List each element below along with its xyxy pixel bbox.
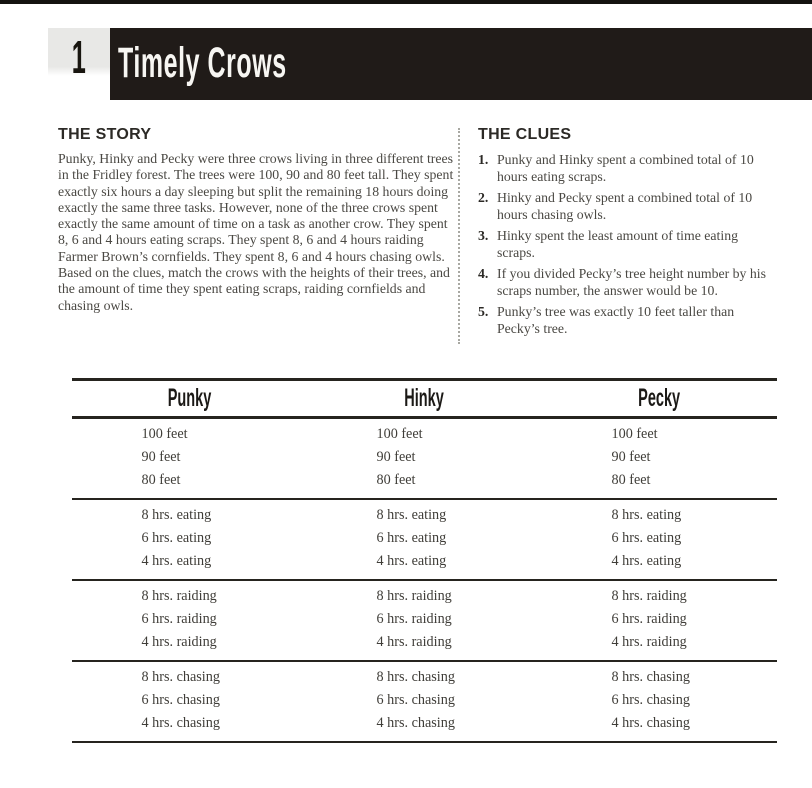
- clue-number: 4.: [478, 266, 489, 281]
- clues-list: [478, 151, 778, 337]
- clue-item: [478, 227, 778, 261]
- top-border-strip: [0, 0, 812, 4]
- clue-item: [478, 265, 778, 299]
- column-divider: [458, 128, 460, 344]
- clue-text: Hinky and Pecky spent a combined total of 10 hours chasing owls.: [497, 190, 753, 222]
- story-heading: THE STORY: [58, 126, 152, 143]
- clue-number: 5.: [478, 304, 489, 319]
- table-row: [72, 446, 777, 469]
- table-row: [72, 608, 777, 631]
- clues-section: [478, 126, 778, 341]
- chapter-number-box: [48, 28, 110, 105]
- table-cell: 8 hrs. raiding: [141, 588, 217, 604]
- table-cell: 6 hrs. raiding: [376, 611, 452, 627]
- clue-text: Punky’s tree was exactly 10 feet taller than Pecky’s tree.: [497, 304, 735, 336]
- table-cell: 8 hrs. raiding: [376, 588, 452, 604]
- table-cell: 8 hrs. raiding: [611, 588, 687, 604]
- clue-text: If you divided Pecky’s tree height number by his scraps number, the answer would be 10.: [497, 266, 766, 298]
- table-cell: 80 feet: [376, 472, 416, 488]
- table-cell: 8 hrs. chasing: [611, 669, 690, 685]
- table-row: [72, 504, 777, 527]
- table-cell: 6 hrs. chasing: [376, 692, 455, 708]
- table-cell: 8 hrs. chasing: [376, 669, 455, 685]
- clues-heading: THE CLUES: [478, 126, 572, 143]
- table-cell: 4 hrs. raiding: [376, 634, 452, 650]
- table-row: [72, 469, 777, 492]
- table-cell: 6 hrs. chasing: [611, 692, 690, 708]
- table-row: [72, 550, 777, 573]
- table-cell: 4 hrs. chasing: [611, 715, 690, 731]
- table-cell: 100 feet: [141, 426, 188, 442]
- table-cell: 6 hrs. raiding: [611, 611, 687, 627]
- table-row: [72, 689, 777, 712]
- table-cell: 4 hrs. chasing: [376, 715, 455, 731]
- table-row: [72, 527, 777, 550]
- clue-item: [478, 189, 778, 223]
- clue-item: [478, 303, 778, 337]
- clue-number: 3.: [478, 228, 489, 243]
- table-cell: 8 hrs. eating: [376, 507, 447, 523]
- column-header-pecky: Pecky: [638, 384, 681, 412]
- table-cell: 4 hrs. eating: [611, 553, 682, 569]
- chapter-banner: [48, 28, 812, 100]
- table-cell: 80 feet: [611, 472, 651, 488]
- clue-number: 2.: [478, 190, 489, 205]
- page-title: Timely Crows: [118, 39, 287, 87]
- story-section: [58, 126, 456, 314]
- clue-text: Punky and Hinky spent a combined total of 10 hours eating scraps.: [497, 152, 754, 184]
- table-row: [72, 631, 777, 654]
- table-cell: 4 hrs. eating: [141, 553, 212, 569]
- table-cell: 90 feet: [376, 449, 416, 465]
- table-cell: 6 hrs. raiding: [141, 611, 217, 627]
- table-group-tree-heights: [72, 419, 777, 500]
- table-cell: 4 hrs. eating: [376, 553, 447, 569]
- chapter-number: 1: [71, 31, 87, 83]
- table-cell: 4 hrs. chasing: [141, 715, 220, 731]
- table-cell: 4 hrs. raiding: [611, 634, 687, 650]
- table-cell: 100 feet: [611, 426, 658, 442]
- table-cell: 100 feet: [376, 426, 423, 442]
- table-cell: 6 hrs. chasing: [141, 692, 220, 708]
- clue-text: Hinky spent the least amount of time eating scraps.: [497, 228, 739, 260]
- table-row: [72, 585, 777, 608]
- table-cell: 80 feet: [141, 472, 181, 488]
- clue-item: [478, 151, 778, 185]
- story-text: Punky, Hinky and Pecky were three crows living in three different trees in the Fridley forest. The trees were 100, 90 and 80 feet tall. They spent exactly six hours a day sleeping but split the remaining 18 hours doing exactly the same three tasks. However, none of the three crows spent exactly the same amount of time on a task as another crow. They spent 8, 6 and 4 hours eating scraps. They spent 8, 6 and 4 hours raiding Farmer Brown’s cornfields. They spent 8, 6 and 4 hours chasing owls. Based on the clues, match the crows with the heights of their trees, and the amount of time they spent eating scraps, raiding cornfields and chasing owls.: [58, 151, 454, 313]
- table-group-raiding: [72, 581, 777, 662]
- intro-columns: [58, 126, 792, 344]
- table-cell: 8 hrs. eating: [141, 507, 212, 523]
- clue-number: 1.: [478, 152, 489, 167]
- table-cell: 6 hrs. eating: [376, 530, 447, 546]
- table-row: [72, 712, 777, 735]
- table-cell: 8 hrs. chasing: [141, 669, 220, 685]
- table-cell: 8 hrs. eating: [611, 507, 682, 523]
- table-cell: 4 hrs. raiding: [141, 634, 217, 650]
- table-cell: 6 hrs. eating: [141, 530, 212, 546]
- table-header-row: [72, 378, 777, 419]
- table-cell: 90 feet: [611, 449, 651, 465]
- column-header-hinky: Hinky: [404, 384, 445, 412]
- table-row: [72, 666, 777, 689]
- table-group-eating: [72, 500, 777, 581]
- table-row: [72, 423, 777, 446]
- table-cell: 90 feet: [141, 449, 181, 465]
- table-cell: 6 hrs. eating: [611, 530, 682, 546]
- column-header-punky: Punky: [167, 384, 212, 412]
- options-table: [72, 378, 777, 743]
- table-group-chasing: [72, 662, 777, 743]
